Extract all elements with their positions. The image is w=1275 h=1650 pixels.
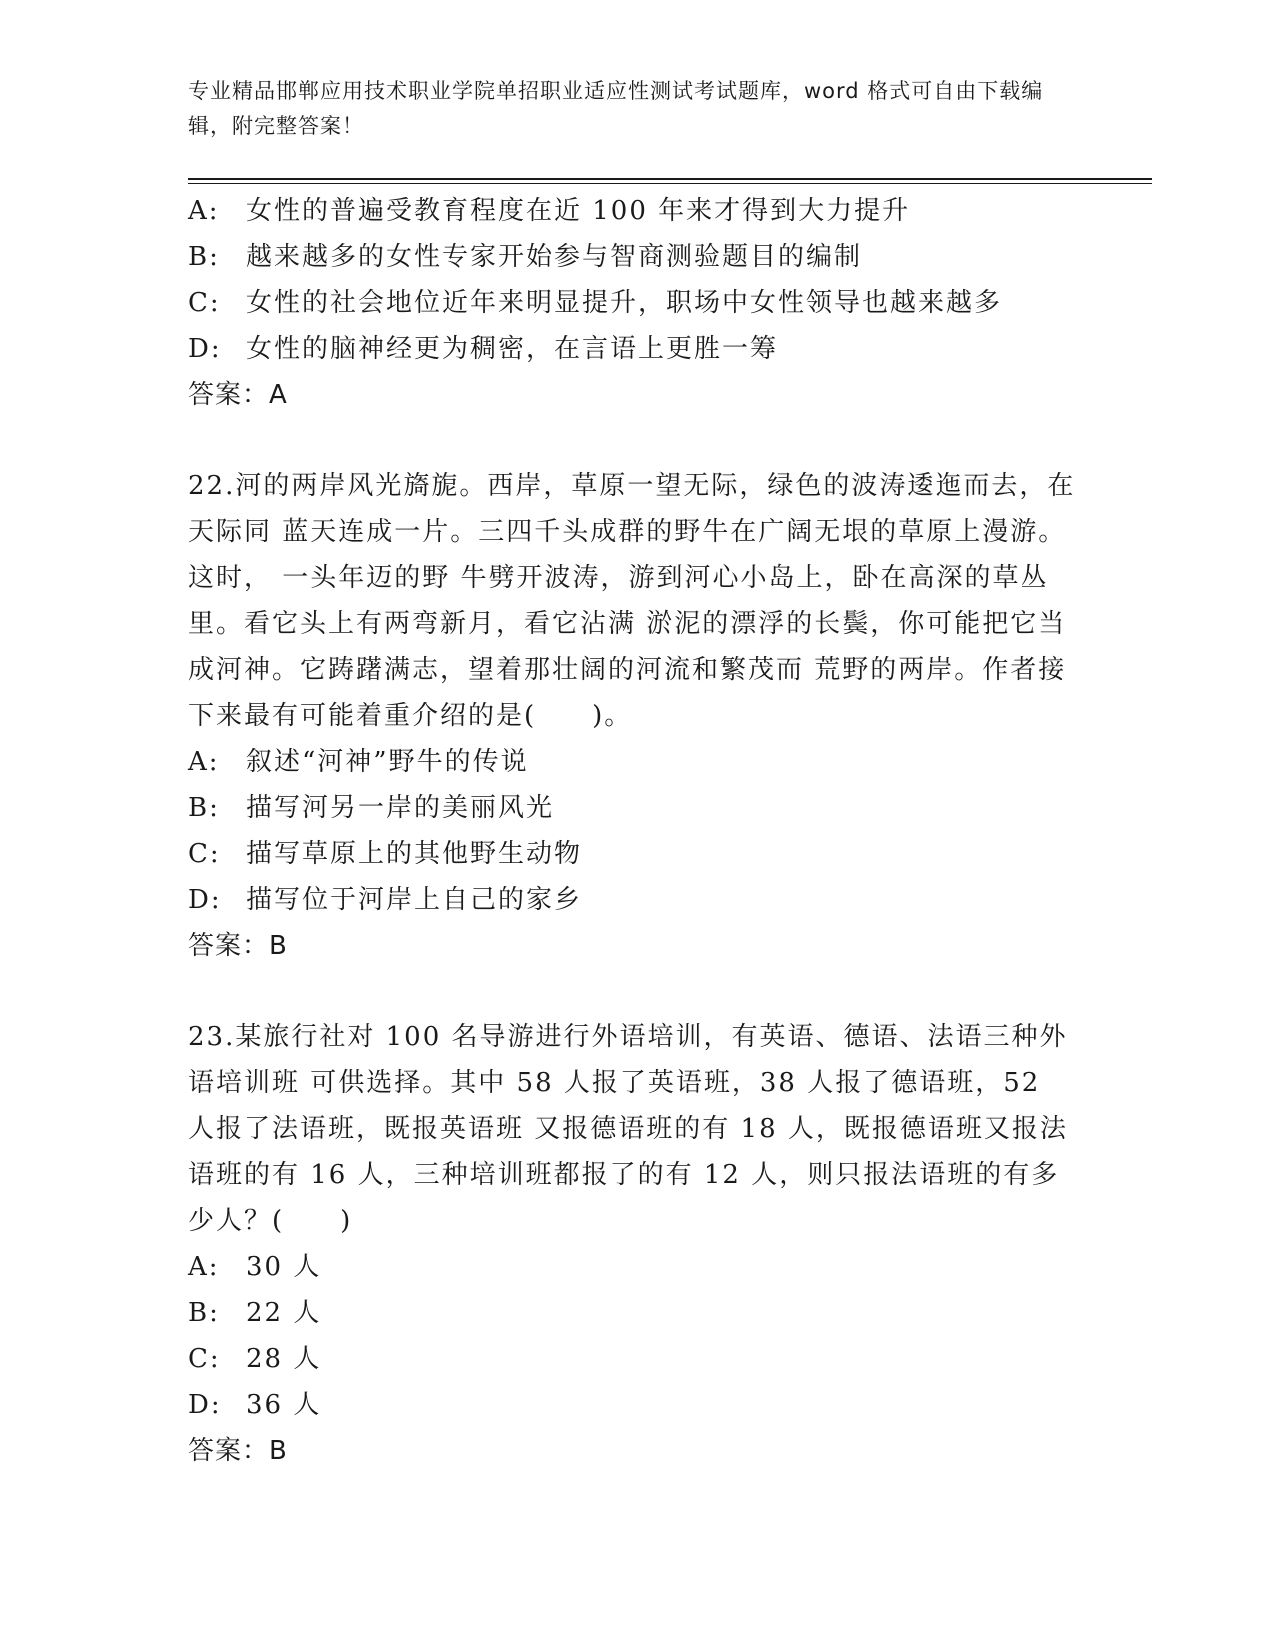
- option-letter: D:: [188, 334, 222, 364]
- option-letter: A:: [188, 196, 220, 226]
- option-letter: D:: [188, 885, 222, 915]
- header-divider-thick: [188, 178, 1152, 180]
- option-letter: C:: [188, 1344, 221, 1374]
- option-text: 30 人: [246, 1252, 322, 1282]
- option-text: 36 人: [246, 1390, 322, 1420]
- question-22: [188, 463, 1088, 969]
- option-letter: B:: [188, 1298, 220, 1328]
- option-d: [188, 326, 1088, 372]
- option-letter: A:: [188, 1252, 220, 1282]
- option-text: 女性的社会地位近年来明显提升，职场中女性领导也越来越多: [246, 288, 1003, 318]
- question-stem: 22.河的两岸风光旖旎。西岸，草原一望无际，绿色的波涛逶迤而去，在天际同 蓝天连成一片。三四千头成群的野牛在广阔无垠的草原上漫游。这时， 一头年迈的野 牛劈开波涛，游到河心小岛上，卧在高深的草丛里。看它头上有两弯新月，看它沾满 淤泥的漂浮的长鬓，你可能把它当成河神。它踌躇满志，望着那壮阔的河流和繁茂而 荒野的两岸。作者接下来最有可能着重介绍的是( )。: [188, 471, 1076, 731]
- header-divider-thin: [188, 183, 1152, 184]
- option-text: 越来越多的女性专家开始参与智商测验题目的编制: [246, 242, 863, 272]
- option-a: [188, 739, 1088, 785]
- question-content: [188, 188, 1088, 1474]
- answer-line: 答案：B: [188, 931, 288, 961]
- answer-line: 答案：B: [188, 1436, 288, 1466]
- option-text: 22 人: [246, 1298, 322, 1328]
- option-text: 描写草原上的其他野生动物: [246, 839, 583, 869]
- option-letter: A:: [188, 747, 220, 777]
- option-a: [188, 1244, 1088, 1290]
- option-d: [188, 1382, 1088, 1428]
- option-letter: C:: [188, 288, 221, 318]
- option-d: [188, 877, 1088, 923]
- option-text: 女性的普遍受教育程度在近 100 年来才得到大力提升: [246, 196, 911, 226]
- option-c: [188, 831, 1088, 877]
- question-stem: 23.某旅行社对 100 名导游进行外语培训，有英语、德语、法语三种外语培训班 可供选择。其中 58 人报了英语班，38 人报了德语班，52 人报了法语班，既报英语班 又报德语班的有 18 人，既报德语班又报法语班的有 16 人，三种培训班都报了的有 12 人，则只报法语班的有多少人？( ): [188, 1022, 1068, 1236]
- option-letter: B:: [188, 242, 220, 272]
- option-b: [188, 785, 1088, 831]
- option-letter: B:: [188, 793, 220, 823]
- option-b: [188, 234, 1088, 280]
- option-text: 叙述“河神”野牛的传说: [246, 747, 529, 777]
- option-letter: D:: [188, 1390, 222, 1420]
- page-header: 专业精品邯郸应用技术职业学院单招职业适应性测试考试题库，word 格式可自由下载编辑，附完整答案！: [188, 79, 1044, 138]
- option-letter: C:: [188, 839, 221, 869]
- option-c: [188, 280, 1088, 326]
- answer-line: 答案：A: [188, 380, 288, 410]
- question-21: [188, 188, 1088, 418]
- question-23: [188, 1014, 1088, 1474]
- option-text: 28 人: [246, 1344, 322, 1374]
- option-text: 女性的脑神经更为稠密，在言语上更胜一筹: [246, 334, 779, 364]
- option-c: [188, 1336, 1088, 1382]
- option-text: 描写位于河岸上自己的家乡: [246, 885, 583, 915]
- option-b: [188, 1290, 1088, 1336]
- option-text: 描写河另一岸的美丽风光: [246, 793, 555, 823]
- option-a: [188, 188, 1088, 234]
